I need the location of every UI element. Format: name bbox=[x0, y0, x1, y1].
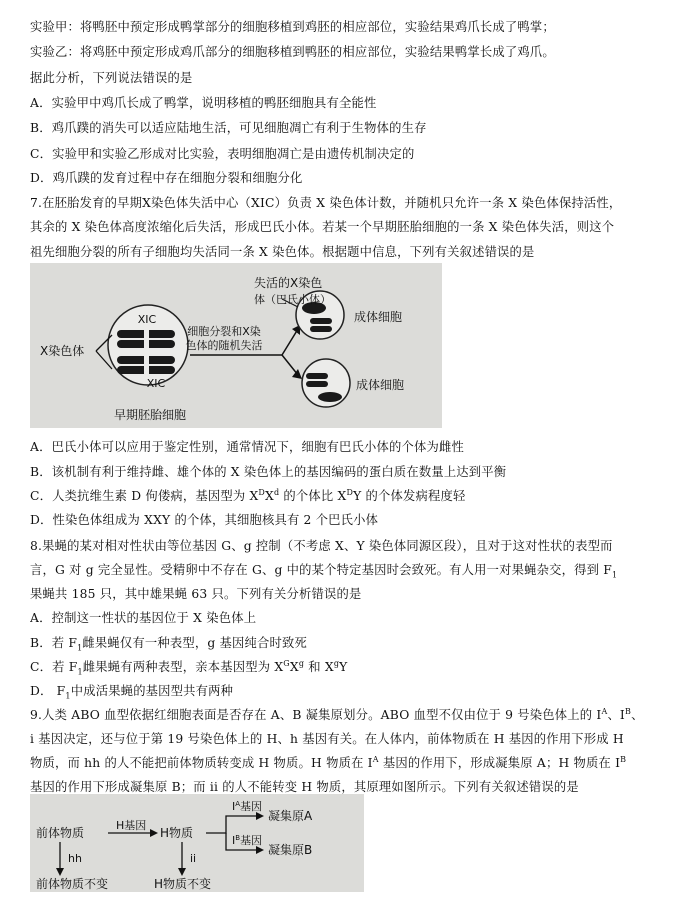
text-line: 据此分析，下列说法错误的是 bbox=[30, 71, 193, 85]
q7-option-a: A．巴氏小体可以应用于鉴定性别，通常情况下，细胞有巴氏小体的个体为雌性 bbox=[30, 440, 464, 454]
question-8-stem: 果蝇共 185 只，其中雄果蝇 63 只。下列有关分析错误的是 bbox=[30, 587, 362, 601]
antigen-b-label: 凝集原B bbox=[268, 843, 313, 857]
question-9-stem: 9.人类 ABO 血型依据红细胞表面是否存在 A、B 凝集原划分。ABO 血型不仅由位于 9 号染色体上的 $I^A$、$I^B$、 bbox=[30, 706, 644, 722]
ia-gene-label: $I^A$基因 bbox=[232, 800, 263, 813]
inactive-x-label-line1: 失活的X染色 bbox=[254, 276, 323, 290]
xic-label-top: XIC bbox=[137, 313, 157, 326]
h-gene-label: H基因 bbox=[116, 819, 147, 832]
text-line: 实验甲：将鸭胚中预定形成鸭掌部分的细胞移植到鸡胚的相应部位，实验结果鸡爪长成了鸭掌； bbox=[30, 20, 555, 34]
process-label-line1: 细胞分裂和X染 bbox=[187, 325, 261, 338]
question-9-stem: i 基因决定，还与位于第 19 号染色体上的 H、h 基因有关。在人体内，前体物质在 H 基因的作用下形成 H bbox=[30, 732, 624, 746]
question-8-stem: 言，G 对 g 完全显性。受精卵中不存在 G、g 中的某个特定基因时会致死。有人用一对果蝇杂交，得到 $F_1$ bbox=[30, 563, 618, 579]
xic-label-bottom: XIC bbox=[146, 377, 166, 390]
x-chromosome-label: X染色体 bbox=[40, 344, 85, 358]
q8-option-a: A．控制这一性状的基因位于 X 染色体上 bbox=[30, 611, 257, 625]
option-c: C．实验甲和实验乙形成对比实验，表明细胞凋亡是由遗传机制决定的 bbox=[30, 147, 415, 161]
precursor-unchanged-label: 前体物质不变 bbox=[36, 877, 109, 891]
option-d: D．鸡爪蹼的发育过程中存在细胞分裂和细胞分化 bbox=[30, 171, 303, 185]
ib-gene-label: $I^B$基因 bbox=[232, 834, 263, 847]
q7-option-d: D．性染色体组成为 XXY 的个体，其细胞核具有 2 个巴氏小体 bbox=[30, 513, 379, 527]
question-7-stem: 祖先细胞分裂的所有子细胞均失活同一条 X 染色体。根据题中信息，下列有关叙述错误的是 bbox=[30, 245, 535, 259]
x-inactivation-diagram bbox=[30, 263, 442, 428]
early-embryo-cell-label: 早期胚胎细胞 bbox=[113, 408, 187, 422]
question-9-stem: 物质，而 hh 的人不能把前体物质转变成 H 物质。H 物质在 $I^A$ 基因的作用下，形成凝集原 A；H 物质在 $I^B$ bbox=[30, 754, 627, 770]
abo-pathway-diagram bbox=[30, 794, 364, 892]
question-9-stem: 基因的作用下形成凝集原 B；而 ii 的人不能转变 H 物质，其原理如图所示。下列有关叙述错误的是 bbox=[30, 780, 579, 794]
q8-option-d: D． $F_1$中成活果蝇的基因型共有两种 bbox=[30, 684, 234, 700]
text-line: 实验乙：将鸡胚中预定形成鸡爪部分的细胞移植到鸭胚的相应部位，实验结果鸭掌长成了鸡爪。 bbox=[30, 45, 555, 59]
ii-label: ii bbox=[190, 852, 197, 865]
hh-label: hh bbox=[68, 852, 82, 865]
inactive-x-label-line2: 体（巴氏小体） bbox=[254, 293, 331, 306]
adult-cell-label-bottom: 成体细胞 bbox=[356, 378, 405, 392]
q8-option-c: C．若 $F_1$雌果蝇有两种表型，亲本基因型为 $X^GX^g$ 和 $X^gY$ bbox=[30, 658, 348, 676]
option-b: B．鸡爪蹼的消失可以适应陆地生活，可见细胞凋亡有利于生物体的生存 bbox=[30, 121, 427, 135]
question-8-stem: 8.果蝇的某对相对性状由等位基因 G、g 控制（不考虑 X、Y 染色体同源区段），且对于这对性状的表型而 bbox=[30, 539, 613, 553]
antigen-a-label: 凝集原A bbox=[268, 809, 313, 823]
q8-option-b: B．若 $F_1$雌果蝇仅有一种表型，g 基因纯合时致死 bbox=[30, 636, 308, 652]
precursor-label: 前体物质 bbox=[36, 826, 85, 840]
question-7-stem: 7.在胚胎发育的早期X染色体失活中心（XIC）负责 X 染色体计数，并随机只允许一条 X 染色体保持活性， bbox=[30, 196, 622, 210]
q7-option-c: C．人类抗维生素 D 佝偻病，基因型为 $X^DX^d$ 的个体比 $X^DY$ 的个体发病程度轻 bbox=[30, 487, 466, 503]
q7-option-b: B．该机制有利于维持雌、雄个体的 X 染色体上的基因编码的蛋白质在数量上达到平衡 bbox=[30, 465, 507, 479]
process-label-line2: 色体的随机失活 bbox=[185, 339, 263, 352]
option-a: A．实验甲中鸡爪长成了鸭掌，说明移植的鸭胚细胞具有全能性 bbox=[30, 96, 377, 110]
adult-cell-label-top: 成体细胞 bbox=[354, 310, 403, 324]
question-7-stem: 其余的 X 染色体高度浓缩化后失活，形成巴氏小体。若某一个早期胚胎细胞的一条 X 染色体失活，则这个 bbox=[30, 220, 615, 234]
h-unchanged-label: H物质不变 bbox=[154, 877, 212, 891]
h-substance-label: H物质 bbox=[160, 826, 194, 840]
